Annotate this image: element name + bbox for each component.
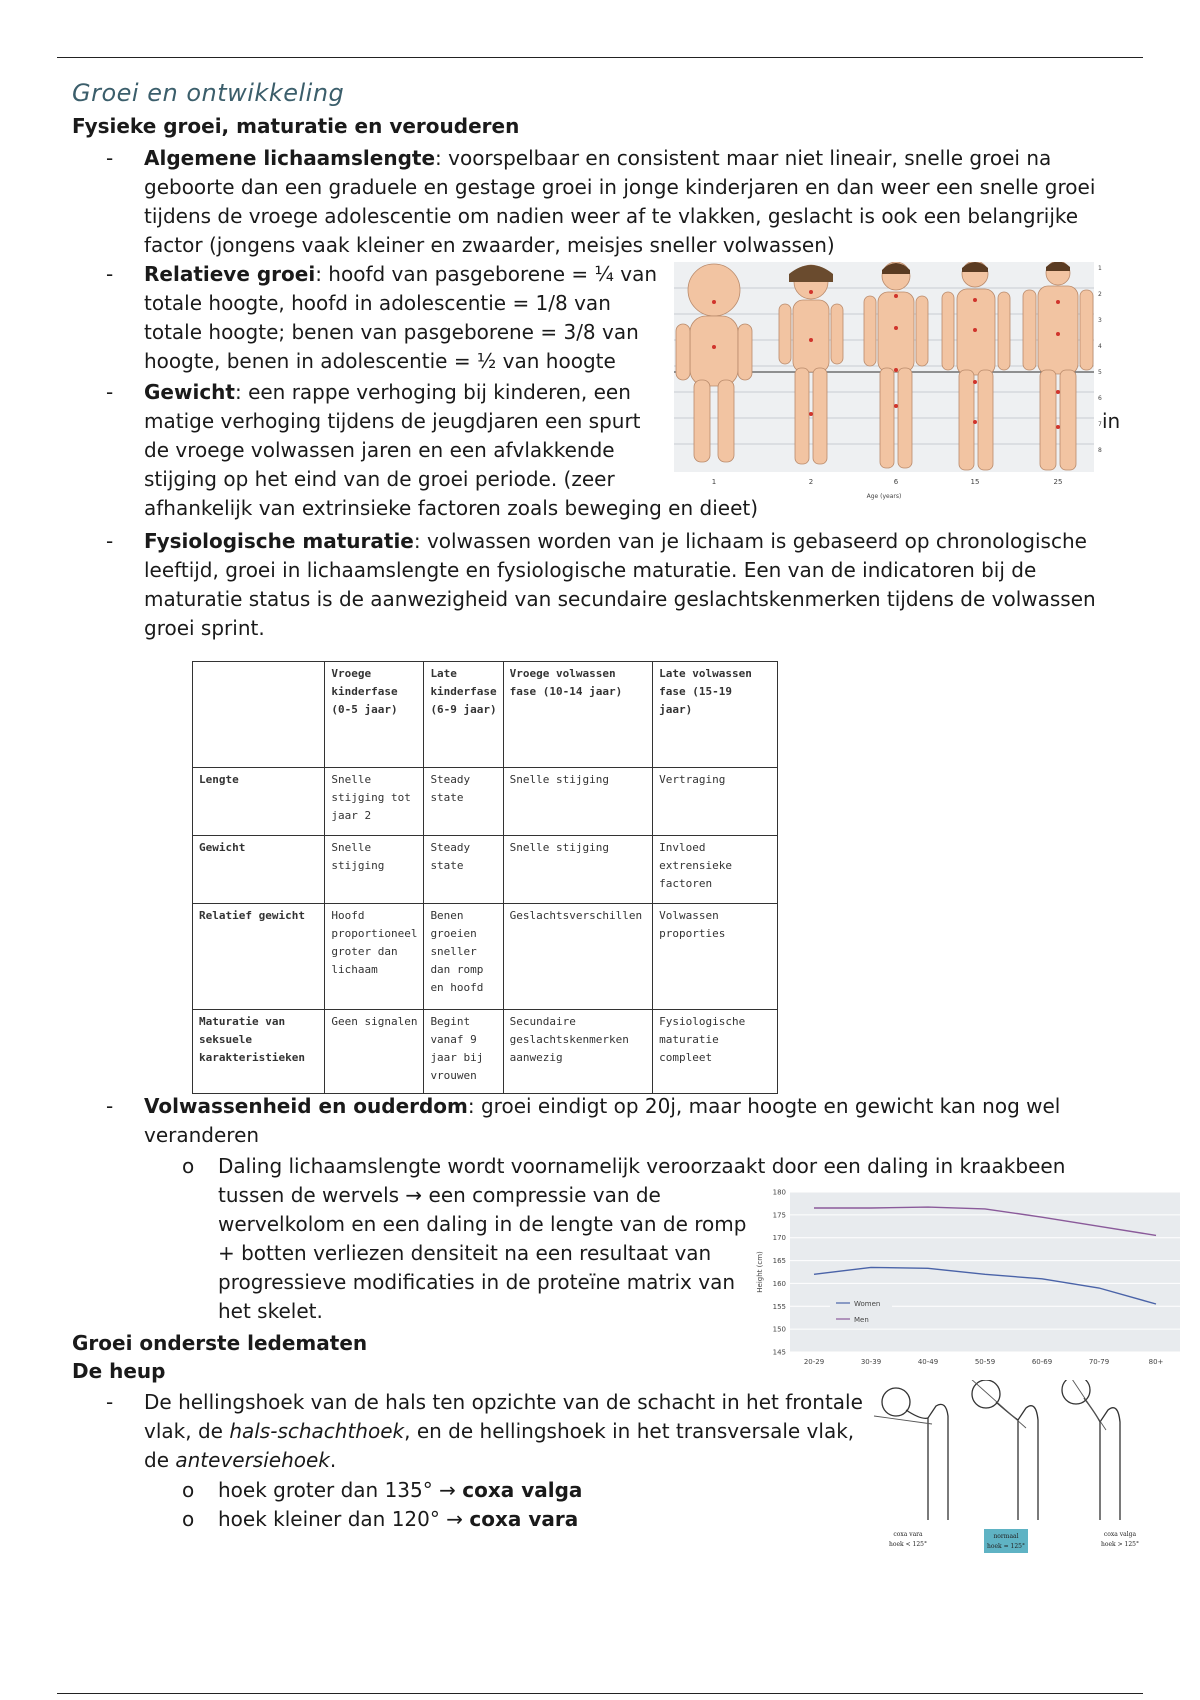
- scale-label: 1: [1098, 265, 1102, 272]
- bullet-dash: -: [106, 1390, 114, 1414]
- heading-de-heup: De heup: [72, 1359, 166, 1383]
- y-tick-label: 155: [772, 1302, 786, 1311]
- table-cell: Geen signalen: [325, 1010, 424, 1094]
- bullet-dash: -: [106, 146, 114, 170]
- table-row-header: Maturatie van seksuele karakteristieken: [193, 1010, 325, 1094]
- femur-labels: [889, 1529, 1139, 1553]
- section-title: Groei en ontwikkeling: [72, 79, 345, 107]
- text-line: [144, 1417, 884, 1446]
- femur-angle-figure: [866, 1380, 1146, 1560]
- term-label: Algemene lichaamslengte: [144, 146, 436, 170]
- text-line: progressieve modificaties in de proteïne matrix van: [218, 1270, 736, 1294]
- term-label: Gewicht: [144, 380, 235, 404]
- text-line: geboorte dan een graduele en gestage groei in jonge kinderjaren en dan weer een snelle groei: [144, 175, 1096, 199]
- table-row-header: Lengte: [193, 768, 325, 836]
- femur-coxa-vara: [874, 1388, 948, 1520]
- table-cell: Steady state: [424, 768, 503, 836]
- sub-bullet-marker: o: [182, 1507, 195, 1531]
- term-label: Fysiologische maturatie: [144, 529, 414, 553]
- y-tick-label: 180: [772, 1188, 786, 1197]
- x-tick-label: 60-69: [1031, 1358, 1053, 1366]
- table-row: [193, 836, 778, 904]
- bullet-relatieve-groei: [144, 260, 664, 376]
- chart-legend: [830, 1294, 892, 1328]
- table-cell: Snelle stijging: [503, 836, 653, 904]
- text-line: veranderen: [144, 1123, 260, 1147]
- femur-label: hoek < 125°: [889, 1541, 927, 1548]
- text-line: groei sprint.: [144, 616, 265, 640]
- table-cell: Steady state: [424, 836, 503, 904]
- x-tick-label: 20-29: [803, 1358, 825, 1366]
- figure-scale: [1098, 265, 1102, 454]
- bottom-rule: [57, 1693, 1143, 1694]
- table-cell: Secundaire geslachtskenmerken aanwezig: [503, 1010, 653, 1094]
- top-rule: [57, 57, 1143, 58]
- term-coxa-valga: coxa valga: [462, 1478, 583, 1502]
- legend-label-men: Men: [854, 1316, 869, 1324]
- heading-fysieke-groei: Fysieke groei, maturatie en verouderen: [72, 114, 520, 138]
- bullet-dash: -: [106, 1094, 114, 1118]
- bullet-dash: -: [106, 529, 114, 553]
- bullet-lichaamslengte: [144, 144, 1144, 260]
- sub-bullet-coxa-vara: [218, 1505, 578, 1534]
- scale-label: 3: [1098, 317, 1102, 324]
- table-row: [193, 904, 778, 1010]
- y-axis-label: Height (cm): [756, 1251, 764, 1293]
- sub-bullet-coxa-valga: [218, 1476, 582, 1505]
- age-label: 2: [808, 478, 814, 486]
- text-line: maturatie status is de aanwezigheid van secundaire geslachtskenmerken tijdens de volwassen: [144, 587, 1096, 611]
- table-row: [193, 768, 778, 836]
- table-row-header: Relatief gewicht: [193, 904, 325, 1010]
- y-tick-label: 175: [772, 1211, 786, 1220]
- text-line: stijging op het eind van de groei periode. (zeer: [144, 467, 615, 491]
- femur-label: coxa vara: [893, 1531, 923, 1538]
- text-fragment: , en de hellingshoek in het transversale vlak,: [404, 1419, 855, 1443]
- text-fragment: de: [144, 1448, 176, 1472]
- text-line: factor (jongens vaak kleiner en zwaarder, meisjes sneller volwassen): [144, 233, 835, 257]
- text-line: tijdens de vroege adolescentie om nadien weer af te vlakken, geslacht is ook een belangrijke: [144, 204, 1079, 228]
- y-tick-label: 145: [772, 1348, 786, 1357]
- text-line: : een rappe verhoging bij kinderen, een: [234, 380, 631, 404]
- y-tick-labels: [773, 1189, 786, 1357]
- table-header-cell: Late volwassen fase (15-19 jaar): [653, 662, 778, 768]
- text-line: hoogte, benen in adolescentie = ½ van hoogte: [144, 349, 616, 373]
- table-cell: Hoofd proportioneel groter dan lichaam: [325, 904, 424, 1010]
- bullet-dash: -: [106, 262, 114, 286]
- bullet-hellingshoek: [144, 1388, 884, 1475]
- text-line: leeftijd, groei in lichaamslengte en fysiologische maturatie. Een van de indicatoren bij de: [144, 558, 1037, 582]
- x-tick-label: 50-59: [974, 1358, 996, 1366]
- femur-label: coxa valga: [1103, 1531, 1137, 1538]
- table-cell: Geslachtsverschillen: [503, 904, 653, 1010]
- term-label: Relatieve groei: [144, 262, 316, 286]
- scale-label: 2: [1098, 291, 1102, 298]
- scale-label: 6: [1098, 395, 1102, 402]
- text-line: de vroege volwassen jaren en een afvlakkende: [144, 438, 615, 462]
- height-by-age-chart: [752, 1186, 1182, 1370]
- text-line: De hellingshoek van de hals ten opzichte van de schacht in het frontale: [144, 1390, 863, 1414]
- scale-label: 4: [1098, 343, 1102, 350]
- table-cell: Snelle stijging: [325, 836, 424, 904]
- text-line: totale hoogte, hoofd in adolescentie = 1/8 van: [144, 291, 611, 315]
- table-cell: Invloed extrensieke factoren: [653, 836, 778, 904]
- table-header-row: [193, 662, 778, 768]
- table-header-cell: Vroege volwassen fase (10-14 jaar): [503, 662, 653, 768]
- text-line: matige verhoging tijdens de jeugdjaren een spurt: [144, 409, 641, 433]
- text-line: tussen de wervels → een compressie van de: [218, 1183, 661, 1207]
- table-row: [193, 1010, 778, 1094]
- text-fragment: vlak, de: [144, 1419, 230, 1443]
- term-hals-schachthoek: hals-schachthoek: [229, 1419, 405, 1443]
- age-axis-label: Age (years): [866, 493, 902, 500]
- table-cell: Begint vanaf 9 jaar bij vrouwen: [424, 1010, 503, 1094]
- y-tick-label: 150: [772, 1325, 786, 1334]
- text-line: [144, 1446, 884, 1475]
- table-cell: Fysiologische maturatie compleet: [653, 1010, 778, 1094]
- sub-bullet-marker: o: [182, 1478, 195, 1502]
- table-cell: Snelle stijging tot jaar 2: [325, 768, 424, 836]
- femur-label: normaal: [993, 1533, 1019, 1540]
- text-fragment-in: in: [1102, 409, 1121, 433]
- bullet-dash: -: [106, 380, 114, 404]
- body-proportions-figure: [674, 262, 1104, 502]
- table-cell: Volwassen proporties: [653, 904, 778, 1010]
- age-label: 25: [1053, 478, 1063, 486]
- text-line: totale hoogte; benen van pasgeborene = 3/8 van: [144, 320, 639, 344]
- y-tick-label: 170: [772, 1234, 786, 1243]
- legend-label-women: Women: [854, 1300, 881, 1308]
- bullet-fysiologische-maturatie: [144, 527, 1144, 643]
- scale-label: 5: [1098, 369, 1102, 376]
- table-header-cell: Vroege kinderfase (0-5 jaar): [325, 662, 424, 768]
- table-cell: Benen groeien sneller dan romp en hoofd: [424, 904, 503, 1010]
- x-tick-label: 40-49: [917, 1358, 939, 1366]
- table-cell: Vertraging: [653, 768, 778, 836]
- y-tick-label: 160: [772, 1279, 786, 1288]
- femur-label: hoek = 125°: [987, 1543, 1025, 1550]
- age-labels: [712, 478, 1063, 500]
- growth-stage-table: [192, 661, 778, 1094]
- term-anteversiehoek: anteversiehoek: [175, 1448, 330, 1472]
- scale-label: 8: [1098, 447, 1102, 454]
- text-line: afhankelijk van extrinsieke factoren zoals beweging en dieet): [144, 496, 759, 520]
- femur-outlines: [874, 1380, 1120, 1520]
- text-fragment: hoek groter dan 135° →: [218, 1478, 463, 1502]
- sub-bullet-marker: o: [182, 1154, 195, 1178]
- text-line: : volwassen worden van je lichaam is gebaseerd op chronologische: [413, 529, 1087, 553]
- y-tick-label: 165: [772, 1257, 786, 1266]
- x-tick-label: 70-79: [1088, 1358, 1110, 1366]
- term-coxa-vara: coxa vara: [469, 1507, 579, 1531]
- text-line: wervelkolom en een daling in de lengte van de romp: [218, 1212, 747, 1236]
- term-label: Volwassenheid en ouderdom: [144, 1094, 468, 1118]
- x-tick-labels: [804, 1358, 1164, 1366]
- text-line: : voorspelbaar en consistent maar niet lineair, snelle groei na: [435, 146, 1052, 170]
- femur-label: hoek > 125°: [1101, 1541, 1139, 1548]
- x-tick-label: 30-39: [860, 1358, 882, 1366]
- age-label: 6: [893, 478, 899, 486]
- text-fragment: .: [329, 1448, 337, 1472]
- table-cell: Snelle stijging: [503, 768, 653, 836]
- table-row-header: Gewicht: [193, 836, 325, 904]
- bullet-volwassenheid: [144, 1092, 1144, 1150]
- x-tick-label: 80+: [1148, 1358, 1164, 1366]
- table-header-cell: [193, 662, 325, 768]
- femur-coxa-valga: [1062, 1380, 1120, 1520]
- text-line: : groei eindigt op 20j, maar hoogte en gewicht kan nog wel: [467, 1094, 1061, 1118]
- text-line: + botten verliezen densiteit na een resultaat van: [218, 1241, 712, 1265]
- text-line: het skelet.: [218, 1299, 323, 1323]
- text-fragment: hoek kleiner dan 120° →: [218, 1507, 470, 1531]
- age-label: 1: [711, 478, 717, 486]
- text-line: : hoofd van pasgeborene = ¼ van: [315, 262, 658, 286]
- femur-normal: [970, 1380, 1038, 1520]
- table-header-cell: Late kinderfase (6-9 jaar): [424, 662, 503, 768]
- heading-groei-onderste-ledematen: Groei onderste ledematen: [72, 1331, 368, 1355]
- age-label: 15: [970, 478, 980, 486]
- text-line: Daling lichaamslengte wordt voornamelijk veroorzaakt door een daling in kraakbeen: [218, 1154, 1066, 1178]
- scale-label: 7: [1098, 421, 1102, 428]
